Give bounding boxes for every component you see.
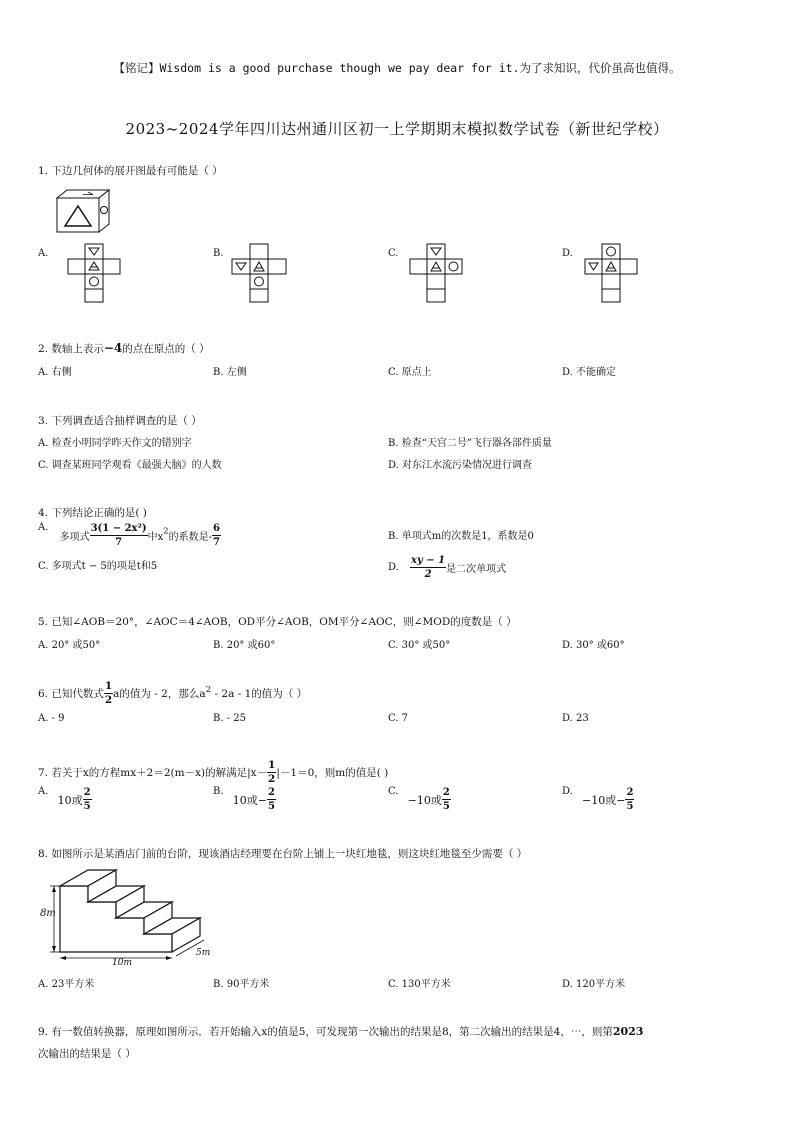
q7-option-a <box>38 786 92 813</box>
exam-title: 2023~2024学年四川达州通川区初一上学期期末模拟数学试卷（新世纪学校） <box>125 120 669 138</box>
q4-d-label: D. <box>388 562 399 573</box>
q7-d-label: D. <box>562 786 573 797</box>
q2-stem-b: 的点在原点的（ ） <box>122 343 210 355</box>
q6-sup: 2 <box>205 685 212 695</box>
q7-a-den: 5 <box>83 801 91 812</box>
question-9-line1 <box>38 1024 643 1039</box>
q7-a-label: A. <box>38 786 49 797</box>
q5-option-b: B. 20° 或60° <box>213 640 276 651</box>
q7-d-num: 2 <box>626 787 634 798</box>
q6-fraction <box>104 680 113 707</box>
q6-stem-a: 6. 已知代数式 <box>38 688 104 700</box>
q5-option-d: D. 30° 或60° <box>562 640 625 651</box>
q6-option-b: B. - 25 <box>213 713 246 724</box>
q7-c-fraction <box>442 786 451 813</box>
q8-option-b: B. 90平方米 <box>213 979 270 990</box>
q7-stem-b: |－1＝0，则m的值是( ) <box>276 767 389 779</box>
net-option-d <box>584 243 638 303</box>
question-8-stem: 8. 如图所示是某酒店门前的台阶，现该酒店经理要在台阶上铺上一块红地毯，则这块红地毯至少需要（ ） <box>38 848 528 860</box>
q7-stem-a: 7. 若关于x的方程mx＋2＝2(m－x)的解满足|x－ <box>38 767 268 779</box>
q7-c-num: 2 <box>442 787 450 798</box>
q7-fraction <box>267 759 276 786</box>
question-6-stem <box>38 680 307 707</box>
q5-option-a: A. 20° 或50° <box>38 640 101 651</box>
q8-dim-height: 8m <box>40 908 56 919</box>
net-option-a <box>67 243 121 303</box>
q7-fraction-num: 1 <box>268 759 276 771</box>
q2-option-a: A. 右侧 <box>38 367 72 378</box>
q7-option-b <box>213 786 276 813</box>
q7-d-pre: −10或− <box>582 793 626 807</box>
q4-d-fraction-num: xy − 1 <box>411 555 446 566</box>
staircase-figure <box>40 864 220 970</box>
q6-stem-c: - 2a - 1的值为（ ） <box>211 688 308 700</box>
q4-a-coef-fraction <box>212 522 221 549</box>
q4-d-fraction-den: 2 <box>424 569 432 580</box>
q4-a-post: 的系数是- <box>168 532 212 543</box>
q7-b-fraction <box>267 786 276 813</box>
q4-d-fraction <box>410 554 446 581</box>
q1-option-d-label: D. <box>562 248 573 259</box>
cube-figure <box>55 188 111 234</box>
net-option-c <box>409 243 463 303</box>
q2-option-b: B. 左侧 <box>213 367 247 378</box>
q1-option-a-label: A. <box>38 248 49 259</box>
question-1-stem: 1. 下边几何体的展开图最有可能是（ ） <box>38 165 223 177</box>
q6-stem-b: a的值为 - 2，那么a <box>113 688 206 700</box>
motto: 【铭记】Wisdom is a good purchase though we pay dear for it.为了求知识，代价虽高也值得。 <box>113 61 681 75</box>
q1-option-b-label: B. <box>213 248 224 259</box>
q7-fraction-den: 2 <box>268 773 276 785</box>
q7-b-den: 5 <box>267 801 275 812</box>
q4-a-fraction-den: 7 <box>115 537 123 548</box>
question-7-stem <box>38 759 388 786</box>
q7-option-c <box>388 786 451 813</box>
q7-d-den: 5 <box>626 801 634 812</box>
q4-option-b: B. 单项式m的次数是1，系数是0 <box>388 531 534 542</box>
q2-number: −4 <box>103 341 123 355</box>
q4-a-coef-den: 7 <box>212 537 220 548</box>
q4-a-label: A. <box>38 522 49 533</box>
net-option-b <box>231 243 287 303</box>
q3-option-b: B. 检查“天宫二号”飞行器各部件质量 <box>388 438 552 449</box>
q6-option-d: D. 23 <box>562 713 589 724</box>
q6-fraction-num: 1 <box>104 680 113 692</box>
q7-c-label: C. <box>388 786 399 797</box>
q7-d-fraction <box>625 786 634 813</box>
q4-option-d <box>388 554 506 581</box>
q7-b-label: B. <box>213 786 224 797</box>
question-2-stem <box>38 341 210 356</box>
question-5-stem: 5. 已知∠AOB＝20°，∠AOC＝4∠AOB，OD平分∠AOB，OM平分∠AOC，则∠MOD的度数是（ ） <box>38 616 517 628</box>
q9-line1-b: 2023 <box>612 1025 644 1038</box>
q7-a-pre: 10或 <box>57 793 83 807</box>
q3-option-a: A. 检查小明同学昨天作文的错别字 <box>38 438 192 449</box>
q9-line1-a: 9. 有一数值转换器，原理如图所示．若开始输入x的值是5，可发现第一次输出的结果是8，第二次输出的结果是4，⋯，则第 <box>38 1026 613 1038</box>
q2-option-c: C. 原点上 <box>388 367 432 378</box>
q7-c-den: 5 <box>442 801 450 812</box>
q6-fraction-den: 2 <box>104 694 113 706</box>
q8-option-c: C. 130平方米 <box>388 979 451 990</box>
q4-a-sup: 2 <box>163 525 169 536</box>
q5-option-c: C. 30° 或50° <box>388 640 451 651</box>
q7-a-fraction <box>83 786 92 813</box>
q4-a-pre: 多项式 <box>59 532 90 543</box>
q7-b-pre: 10或− <box>232 793 267 807</box>
question-3-stem: 3. 下列调查适合抽样调查的是（ ） <box>38 415 202 427</box>
q2-option-d: D. 不能确定 <box>562 367 617 378</box>
q6-option-a: A. - 9 <box>38 713 65 724</box>
q6-option-c: C. 7 <box>388 713 409 724</box>
q4-a-fraction <box>90 522 148 549</box>
q8-dim-width: 10m <box>112 958 132 968</box>
q8-dim-depth: 5m <box>196 948 211 958</box>
q3-option-c: C. 调查某班同学观看《最强大脑》的人数 <box>38 460 222 471</box>
q7-a-num: 2 <box>83 787 91 798</box>
q2-stem-a: 2. 数轴上表示 <box>38 343 104 355</box>
q7-option-d <box>562 786 634 813</box>
q7-b-num: 2 <box>267 787 275 798</box>
q4-a-fraction-num: 3(1 − 2x²) <box>90 523 147 534</box>
q4-d-post: 是二次单项式 <box>446 564 507 575</box>
q7-c-pre: −10或 <box>407 793 442 807</box>
q4-a-mid: 中x <box>147 532 164 543</box>
question-4-stem: 4. 下列结论正确的是( ) <box>38 507 147 519</box>
q8-option-d: D. 120平方米 <box>562 979 626 990</box>
q3-option-d: D. 对东江水流污染情况进行调查 <box>388 460 533 471</box>
q8-option-a: A. 23平方米 <box>38 979 95 990</box>
q4-option-a <box>38 522 221 549</box>
q4-option-c: C. 多项式t − 5的项是t和5 <box>38 561 158 572</box>
q4-a-coef-num: 6 <box>212 523 220 534</box>
question-9-line2: 次输出的结果是（ ） <box>38 1048 136 1060</box>
q1-option-c-label: C. <box>388 248 399 259</box>
